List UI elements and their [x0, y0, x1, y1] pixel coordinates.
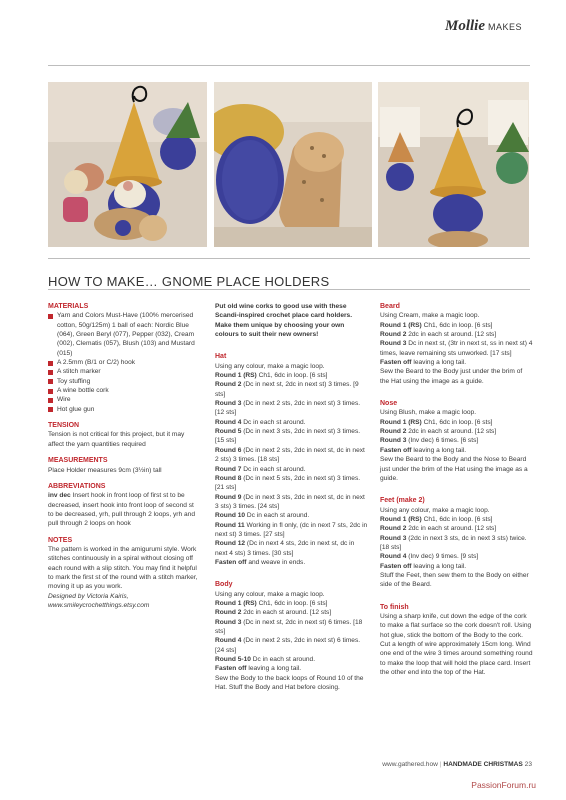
round-line	[215, 399, 368, 418]
round-line	[215, 446, 368, 465]
round-line	[380, 515, 533, 524]
beard-end: Sew the Beard to the Body just under the brim of the Hat using the image as a guide.	[380, 368, 523, 385]
intro-text: Put old wine corks to good use with these Scandi-inspired crochet place card holders. Make them unique by choosing your own colours to suit their new owners!	[215, 303, 353, 339]
round-line	[380, 524, 533, 533]
round-label: Round 4	[380, 553, 407, 561]
round-text: and weave in ends.	[246, 558, 306, 566]
round-label: Round 1 (RS)	[380, 515, 422, 523]
round-text: (Dc in next st, 2dc in next st) 3 times. [9 sts]	[215, 381, 359, 398]
materials-heading: MATERIALS	[48, 303, 89, 310]
round-text: leaving a long tail.	[246, 665, 302, 673]
round-label: Round 4	[215, 418, 242, 426]
footer-url: www.gathered.how	[382, 761, 438, 768]
round-text: Dc in each st around.	[241, 418, 306, 426]
hat-heading: Hat	[215, 353, 227, 361]
photo-gnome-card	[378, 82, 529, 247]
round-line	[215, 380, 368, 399]
round-label: Round 3	[380, 437, 407, 445]
column-materials	[48, 302, 200, 610]
round-label: Round 12	[215, 540, 246, 548]
photo-gnome-front	[48, 82, 207, 247]
round-label: Round 2	[215, 381, 242, 389]
round-label: Round 11	[215, 521, 245, 529]
round-text: (Dc in next 2 sts, 2dc in next st, dc in next 2 sts) 3 times. [18 sts]	[215, 446, 365, 464]
round-label: Fasten off	[215, 665, 247, 673]
column-hat-body	[215, 302, 368, 692]
page-number: 23	[524, 761, 532, 768]
round-line	[380, 534, 533, 553]
round-text: (Dc in next 5 sts, 2dc in next st) 3 times. [21 sts]	[215, 474, 361, 492]
materials-item: Hot glue gun	[48, 405, 200, 414]
round-text: leaving a long tail.	[411, 446, 467, 454]
finish-text: Using a sharp knife, cut down the edge of the cork to make a flat surface so the cork doesn't roll. Using hot glue, stick the bottom of the Body to the cork.	[380, 612, 532, 639]
round-text: 2dc in each st around. [12 sts]	[241, 609, 332, 617]
tension-heading: TENSION	[48, 422, 80, 430]
round-text: 2dc in each st around. [12 sts]	[406, 331, 497, 339]
round-text: (Inv dec) 6 times. [6 sts]	[406, 437, 479, 445]
round-label: Round 1 (RS)	[215, 599, 257, 607]
round-line	[215, 474, 368, 493]
round-text: leaving a long tail.	[411, 562, 467, 570]
round-label: Round 2	[380, 428, 407, 436]
logo-script: Mollie	[444, 18, 485, 34]
round-label: Round 1 (RS)	[215, 372, 257, 380]
round-text: 2dc in each st around. [12 sts]	[406, 525, 497, 533]
hat-start: Using any colour, make a magic loop.	[215, 362, 325, 370]
round-line	[215, 465, 368, 474]
round-label: Round 5-10	[215, 656, 251, 664]
feet-heading: Feet (make 2)	[380, 497, 425, 505]
title-divider-bottom	[48, 289, 530, 290]
round-text: (Dc in next st, 2dc in next st) 6 times. [18 sts]	[215, 618, 363, 635]
round-label: Round 1 (RS)	[380, 321, 422, 329]
round-text: (Dc in next 4 sts, 2dc in next st, dc in next 4 sts) 3 times. [30 sts]	[215, 540, 355, 557]
round-text: (Inv dec) 9 times. [9 sts]	[406, 553, 479, 561]
materials-item: Toy stuffing	[48, 377, 200, 386]
round-text: Dc in each st around.	[250, 656, 316, 664]
footer-separator: |	[439, 761, 442, 768]
materials-item: Yarn and Colors Must-Have (100% mercerised cotton, 50g/125m) 1 ball of each: Nordic Blue (064), Green Beryl (077), Pepper (032), Cream (002), Clematis (057), Blush (103) and Mustard (015)	[48, 311, 200, 358]
round-line	[380, 418, 533, 427]
notes-heading: NOTES	[48, 536, 73, 544]
body-start: Using any colour, make a magic loop.	[215, 590, 325, 598]
round-line	[380, 427, 533, 436]
beard-heading: Beard	[380, 303, 400, 310]
round-text: (Dc in next 2 sts, 2dc in next st) 6 times. [24 sts]	[215, 637, 361, 654]
round-text: Dc in each st around.	[245, 512, 310, 520]
round-line	[380, 339, 533, 358]
round-label: Fasten off	[215, 558, 247, 566]
round-label: Round 2	[380, 525, 407, 533]
round-text: leaving a long tail.	[411, 359, 467, 367]
materials-item: A 2.5mm (B/1 or C/2) hook	[48, 358, 200, 367]
round-line	[215, 493, 368, 512]
measurements-text: Place Holder measures 9cm (3½in) tall	[48, 466, 162, 474]
measurements-heading: MEASUREMENTS	[48, 457, 108, 465]
round-label: Round 3	[215, 618, 242, 626]
finish-text-2: Cut a length of wire approximately 15cm long. Wind one end of the wire 3 times around something round to make the loop that will hold the place card. Insert the other end into the top of the Hat.	[380, 641, 533, 677]
round-line	[215, 655, 368, 664]
round-text: Ch1, 6dc in loop. [6 sts]	[256, 372, 328, 380]
round-line	[380, 321, 533, 330]
round-line	[380, 436, 533, 445]
round-line	[215, 511, 368, 520]
round-text: Ch1, 6dc in loop. [6 sts]	[421, 515, 493, 523]
round-line	[380, 552, 533, 561]
tension-text: Tension is not critical for this project, but it may affect the yarn quantities required	[48, 431, 185, 448]
round-line	[215, 664, 368, 673]
abbreviation-entry	[48, 491, 200, 528]
round-line	[215, 371, 368, 380]
designer-credit: Designed by Victoria Kairis, www.smileycrochetthings.etsy.com	[48, 592, 150, 609]
round-text: (2dc in next 3 sts, dc in next 3 sts) twice. [18 sts]	[380, 534, 527, 551]
feet-end: Stuff the Feet, then sew them to the Body on either side of the Beard.	[380, 571, 529, 589]
round-label: Round 3	[380, 534, 407, 542]
round-line	[215, 521, 368, 540]
round-label: Round 8	[215, 474, 242, 482]
round-label: Fasten off	[380, 359, 412, 367]
round-label: Round 5	[215, 428, 242, 436]
page-footer	[382, 761, 532, 768]
round-text: (Dc in next 3 sts, 2dc in next st, dc in next 3 sts) 3 times. [24 sts]	[215, 493, 365, 510]
round-line	[215, 418, 368, 427]
round-text: Ch1, 6dc in loop. [6 sts]	[421, 321, 493, 329]
round-line	[215, 539, 368, 558]
logo-caps: MAKES	[487, 22, 522, 32]
abbreviation-term: inv dec	[48, 492, 71, 500]
round-label: Round 4	[215, 637, 242, 645]
feet-rounds	[380, 515, 533, 571]
finish-heading: To finish	[380, 603, 409, 611]
round-text: (Dc in next 2 sts, 2dc in next st) 3 times. [12 sts]	[215, 400, 361, 417]
round-line	[215, 599, 368, 608]
round-line	[215, 558, 368, 567]
watermark: PassionForum.ru	[471, 780, 536, 790]
column-beard-finish	[380, 302, 533, 677]
photo-cork-closeup	[214, 82, 372, 247]
round-line	[380, 358, 533, 367]
round-line	[215, 608, 368, 617]
feet-start: Using any colour, make a magic loop.	[380, 506, 490, 514]
body-heading: Body	[215, 581, 233, 589]
round-line	[380, 446, 533, 455]
nose-start: Using Blush, make a magic loop.	[380, 409, 477, 417]
round-text: Ch1, 6dc in loop. [6 sts]	[421, 418, 493, 426]
materials-item: A stitch marker	[48, 367, 200, 376]
round-label: Round 1 (RS)	[380, 418, 422, 426]
round-text: Dc in each st around.	[241, 465, 306, 473]
round-line	[215, 427, 368, 446]
round-label: Round 3	[215, 400, 242, 408]
round-line	[215, 618, 368, 637]
round-text: Working in fl only, (dc in next 7 sts, 2dc in next st) 3 times. [27 sts]	[215, 521, 368, 538]
round-text: (Dc in next 3 sts, 2dc in next st) 3 times. [15 sts]	[215, 428, 361, 445]
title-divider-top	[48, 258, 530, 259]
round-text: 2dc in each st around. [12 sts]	[406, 428, 497, 436]
nose-rounds	[380, 418, 533, 455]
hat-rounds	[215, 371, 368, 567]
round-label: Round 6	[215, 446, 242, 454]
round-label: Round 2	[215, 609, 242, 617]
round-text: Ch1, 6dc in loop. [6 sts]	[256, 599, 328, 607]
article-title: HOW TO MAKE… GNOME PLACE HOLDERS	[48, 273, 330, 289]
nose-end: Sew the Beard to the Body and the Nose to Beard just under the brim of the Hat using the image as a guide.	[380, 456, 528, 482]
beard-start: Using Cream, make a magic loop.	[380, 312, 480, 320]
round-line	[215, 636, 368, 655]
footer-section: HANDMADE CHRISTMAS	[443, 761, 523, 768]
abbreviations-heading: ABBREVIATIONS	[48, 482, 106, 490]
materials-item: A wine bottle cork	[48, 386, 200, 395]
round-label: Fasten off	[380, 562, 412, 570]
body-rounds	[215, 599, 368, 674]
abbreviation-definition: Insert hook in front loop of first st to be decreased, insert hook into front loop of second st to be decreased, yrh, pull through 2 loops, yrh and pull through 2 loops on hook	[48, 492, 195, 528]
round-label: Round 3	[380, 340, 407, 348]
round-text: Dc in next st, (3tr in next st, ss in next st) 4 times, leave remaining sts unworked. [17 sts]	[380, 340, 533, 357]
nose-heading: Nose	[380, 400, 398, 408]
round-label: Round 2	[380, 331, 407, 339]
magazine-logo	[445, 18, 522, 35]
materials-item: Wire	[48, 395, 200, 404]
round-line	[380, 330, 533, 339]
header-divider	[48, 65, 530, 66]
round-label: Round 9	[215, 493, 242, 501]
round-line	[380, 562, 533, 571]
beard-rounds	[380, 321, 533, 368]
notes-text: The pattern is worked in the amigurumi style. Work stitches continuously in a spiral without closing off each round with a slip stitch. You may find it helpful to mark the first st of the round with a stitch marker, moving it up as you work.	[48, 545, 198, 591]
round-label: Fasten off	[380, 446, 412, 454]
body-end: Sew the Body to the back loops of Round 10 of the Hat. Stuff the Body and Hat before closing.	[215, 674, 364, 692]
round-label: Round 7	[215, 465, 242, 473]
round-label: Round 10	[215, 512, 246, 520]
